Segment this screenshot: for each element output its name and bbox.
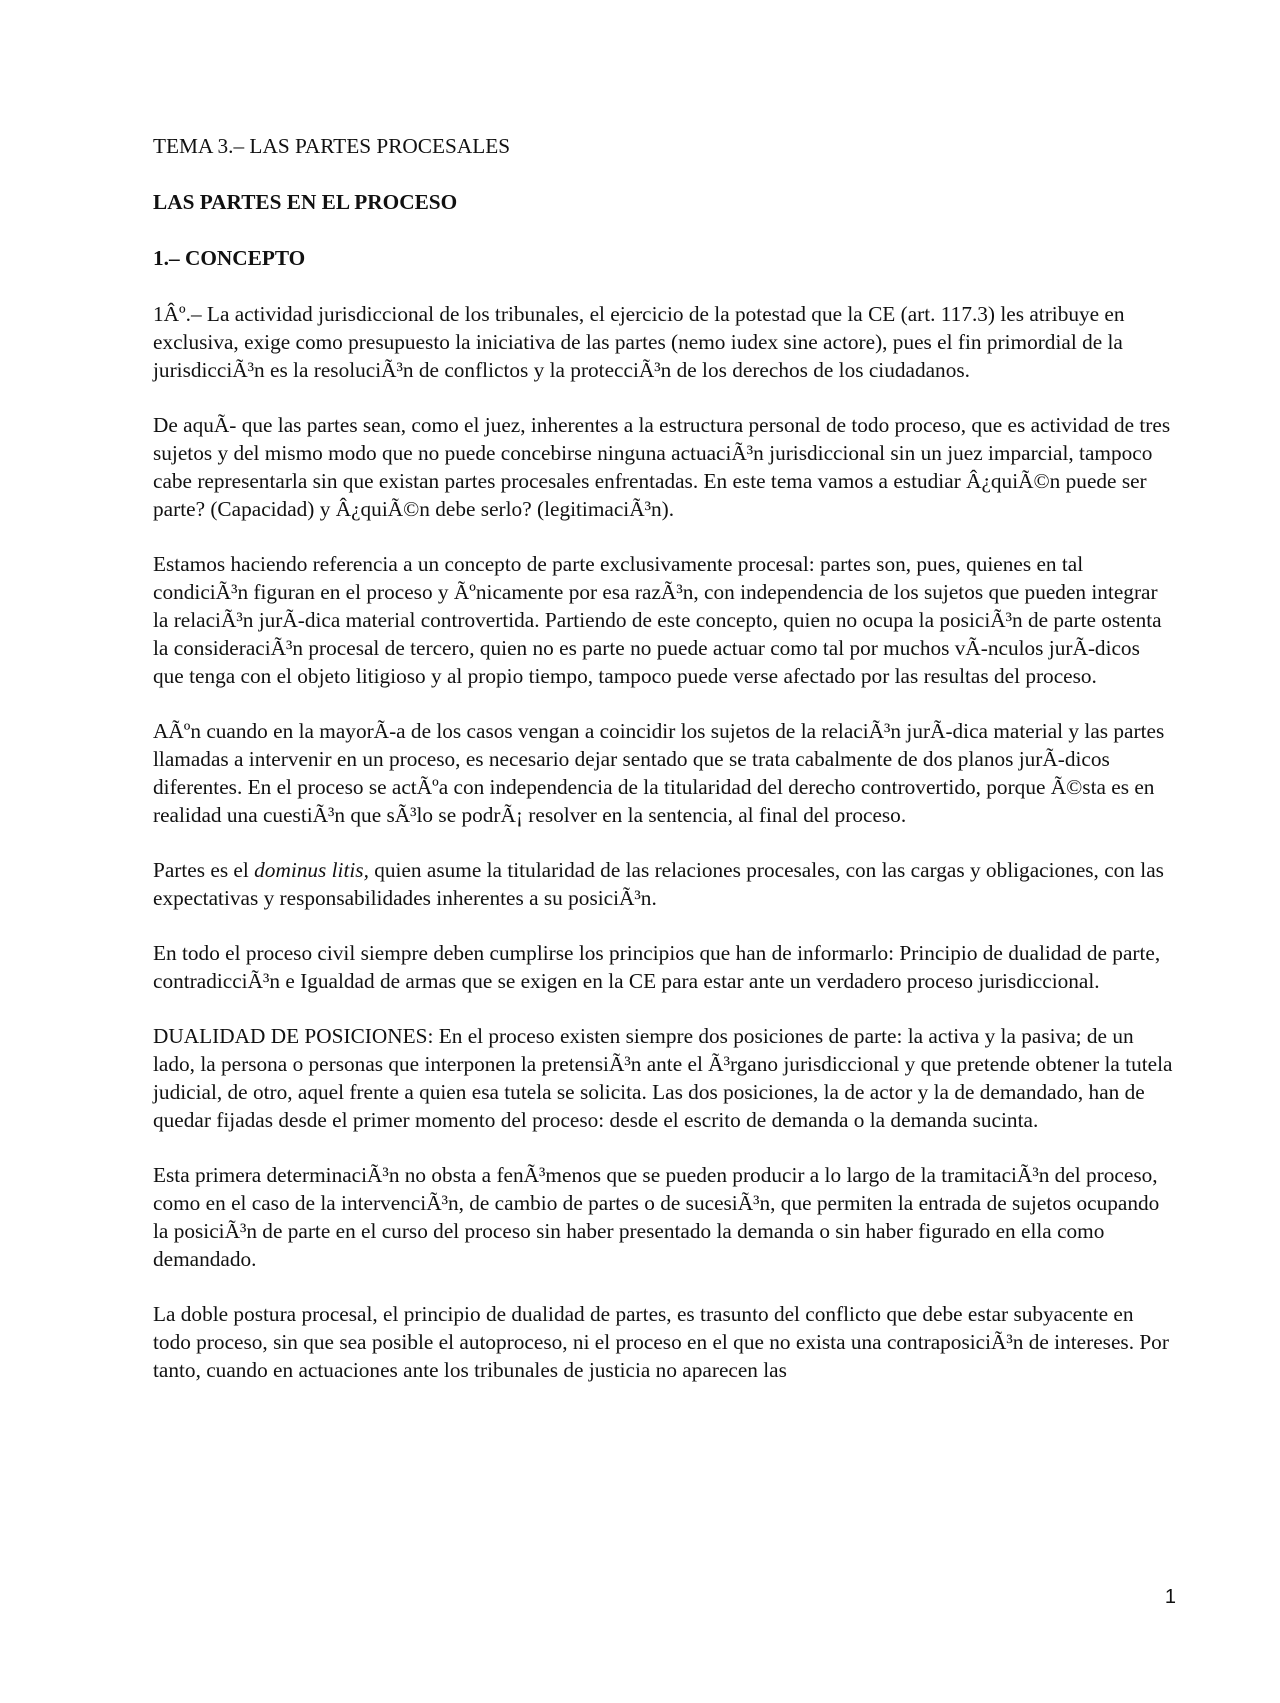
section-heading: LAS PARTES EN EL PROCESO [153,190,458,214]
paragraph-2: De aquÃ- que las partes sean, como el juez, inherentes a la estructura personal de todo proceso, que es actividad de tres sujetos y del mismo modo que no puede concebirse ninguna actuaciÃ³n jurisdiccional sin un juez imparcial, tampoco cabe representarla sin que existan partes procesales enfrentadas. En este tema vamos a estudiar Â¿quiÃ©n puede ser parte? (Capacidad) y Â¿quiÃ©n debe serlo? (legitimaciÃ³n). [153,413,1171,521]
paragraph-dominus-after: quien asume la titularidad de las relaciones procesales, con las cargas y obligaciones, con las expectativas y responsabilidades inherentes a su posiciÃ³n. [153,858,1164,910]
paragraph-dominus-before: Partes es el [153,858,255,882]
paragraph-dominus-litis [153,856,1173,912]
paragraph-4: AÃºn cuando en la mayorÃ-a de los casos vengan a coincidir los sujetos de la relaciÃ³n jurÃ-dica material y las partes llamadas a intervenir en un proceso, es necesario dejar sentado que se trata cabalmente de dos planos jurÃ-dicos diferentes. En el proceso se actÃºa con independencia de la titularidad del derecho controvertido, porque Ã©sta es en realidad una cuestiÃ³n que sÃ³lo se podrÃ¡ resolver en la sentencia, al final del proceso. [153,719,1165,827]
subsection-heading: 1.– CONCEPTO [153,246,306,270]
paragraph-dualidad: DUALIDAD DE POSICIONES: En el proceso existen siempre dos posiciones de parte: la activa y la pasiva; de un lado, la persona o personas que interponen la pretensiÃ³n ante el Ã³rgano jurisdiccional y que pretende obtener la tutela judicial, de otro, aquel frente a quien esa tutela se solicita. Las dos posiciones, la de actor y la de demandado, han de quedar fijadas desde el primer momento del proceso: desde el escrito de demanda o la demanda sucinta. [153,1024,1173,1132]
paragraph-1: 1Âº.– La actividad jurisdiccional de los tribunales, el ejercicio de la potestad que la CE (art. 117.3) les atribuye en exclusiva, exige como presupuesto la iniciativa de las partes (nemo iudex sine actore), pues el fin primordial de la jurisdicciÃ³n es la resoluciÃ³n de conflictos y la protecciÃ³n de los derechos de los ciudadanos. [153,302,1125,382]
document-title: TEMA 3.– LAS PARTES PROCESALES [153,134,511,158]
paragraph-doble-postura: La doble postura procesal, el principio de dualidad de partes, es trasunto del conflicto que debe estar subyacente en todo proceso, sin que sea posible el autoproceso, ni el proceso en el que no exista una contraposiciÃ³n de intereses. Por tanto, cuando en actuaciones ante los tribunales de justicia no aparecen las [153,1302,1169,1382]
paragraph-determinacion: Esta primera determinaciÃ³n no obsta a fenÃ³menos que se pueden producir a lo largo de la tramitaciÃ³n del proceso, como en el caso de la intervenciÃ³n, de cambio de partes o de sucesiÃ³n, que permiten la entrada de sujetos ocupando la posiciÃ³n de parte en el curso del proceso sin haber presentado la demanda o sin haber figurado en ella como demandado. [153,1163,1160,1271]
page-number: 1 [1164,1586,1176,1608]
dominus-litis-emphasis: dominus litis, [254,858,369,882]
document-body [153,132,1173,1411]
paragraph-principios: En todo el proceso civil siempre deben cumplirse los principios que han de informarlo: Principio de dualidad de parte, contradicciÃ³n e Igualdad de armas que se exigen en la CE para estar ante un verdadero proceso jurisdiccional. [153,941,1161,993]
paragraph-3: Estamos haciendo referencia a un concepto de parte exclusivamente procesal: partes son, pues, quienes en tal condiciÃ³n figuran en el proceso y Ãºnicamente por esa razÃ³n, con independencia de los sujetos que pueden integrar la relaciÃ³n jurÃ-dica material controvertida. Partiendo de este concepto, quien no ocupa la posiciÃ³n de parte ostenta la consideraciÃ³n procesal de tercero, quien no es parte no puede actuar como tal por muchos vÃ-nculos jurÃ-dicos que tenga con el objeto litigioso y al propio tiempo, tampoco puede verse afectado por las resultas del proceso. [153,552,1162,688]
